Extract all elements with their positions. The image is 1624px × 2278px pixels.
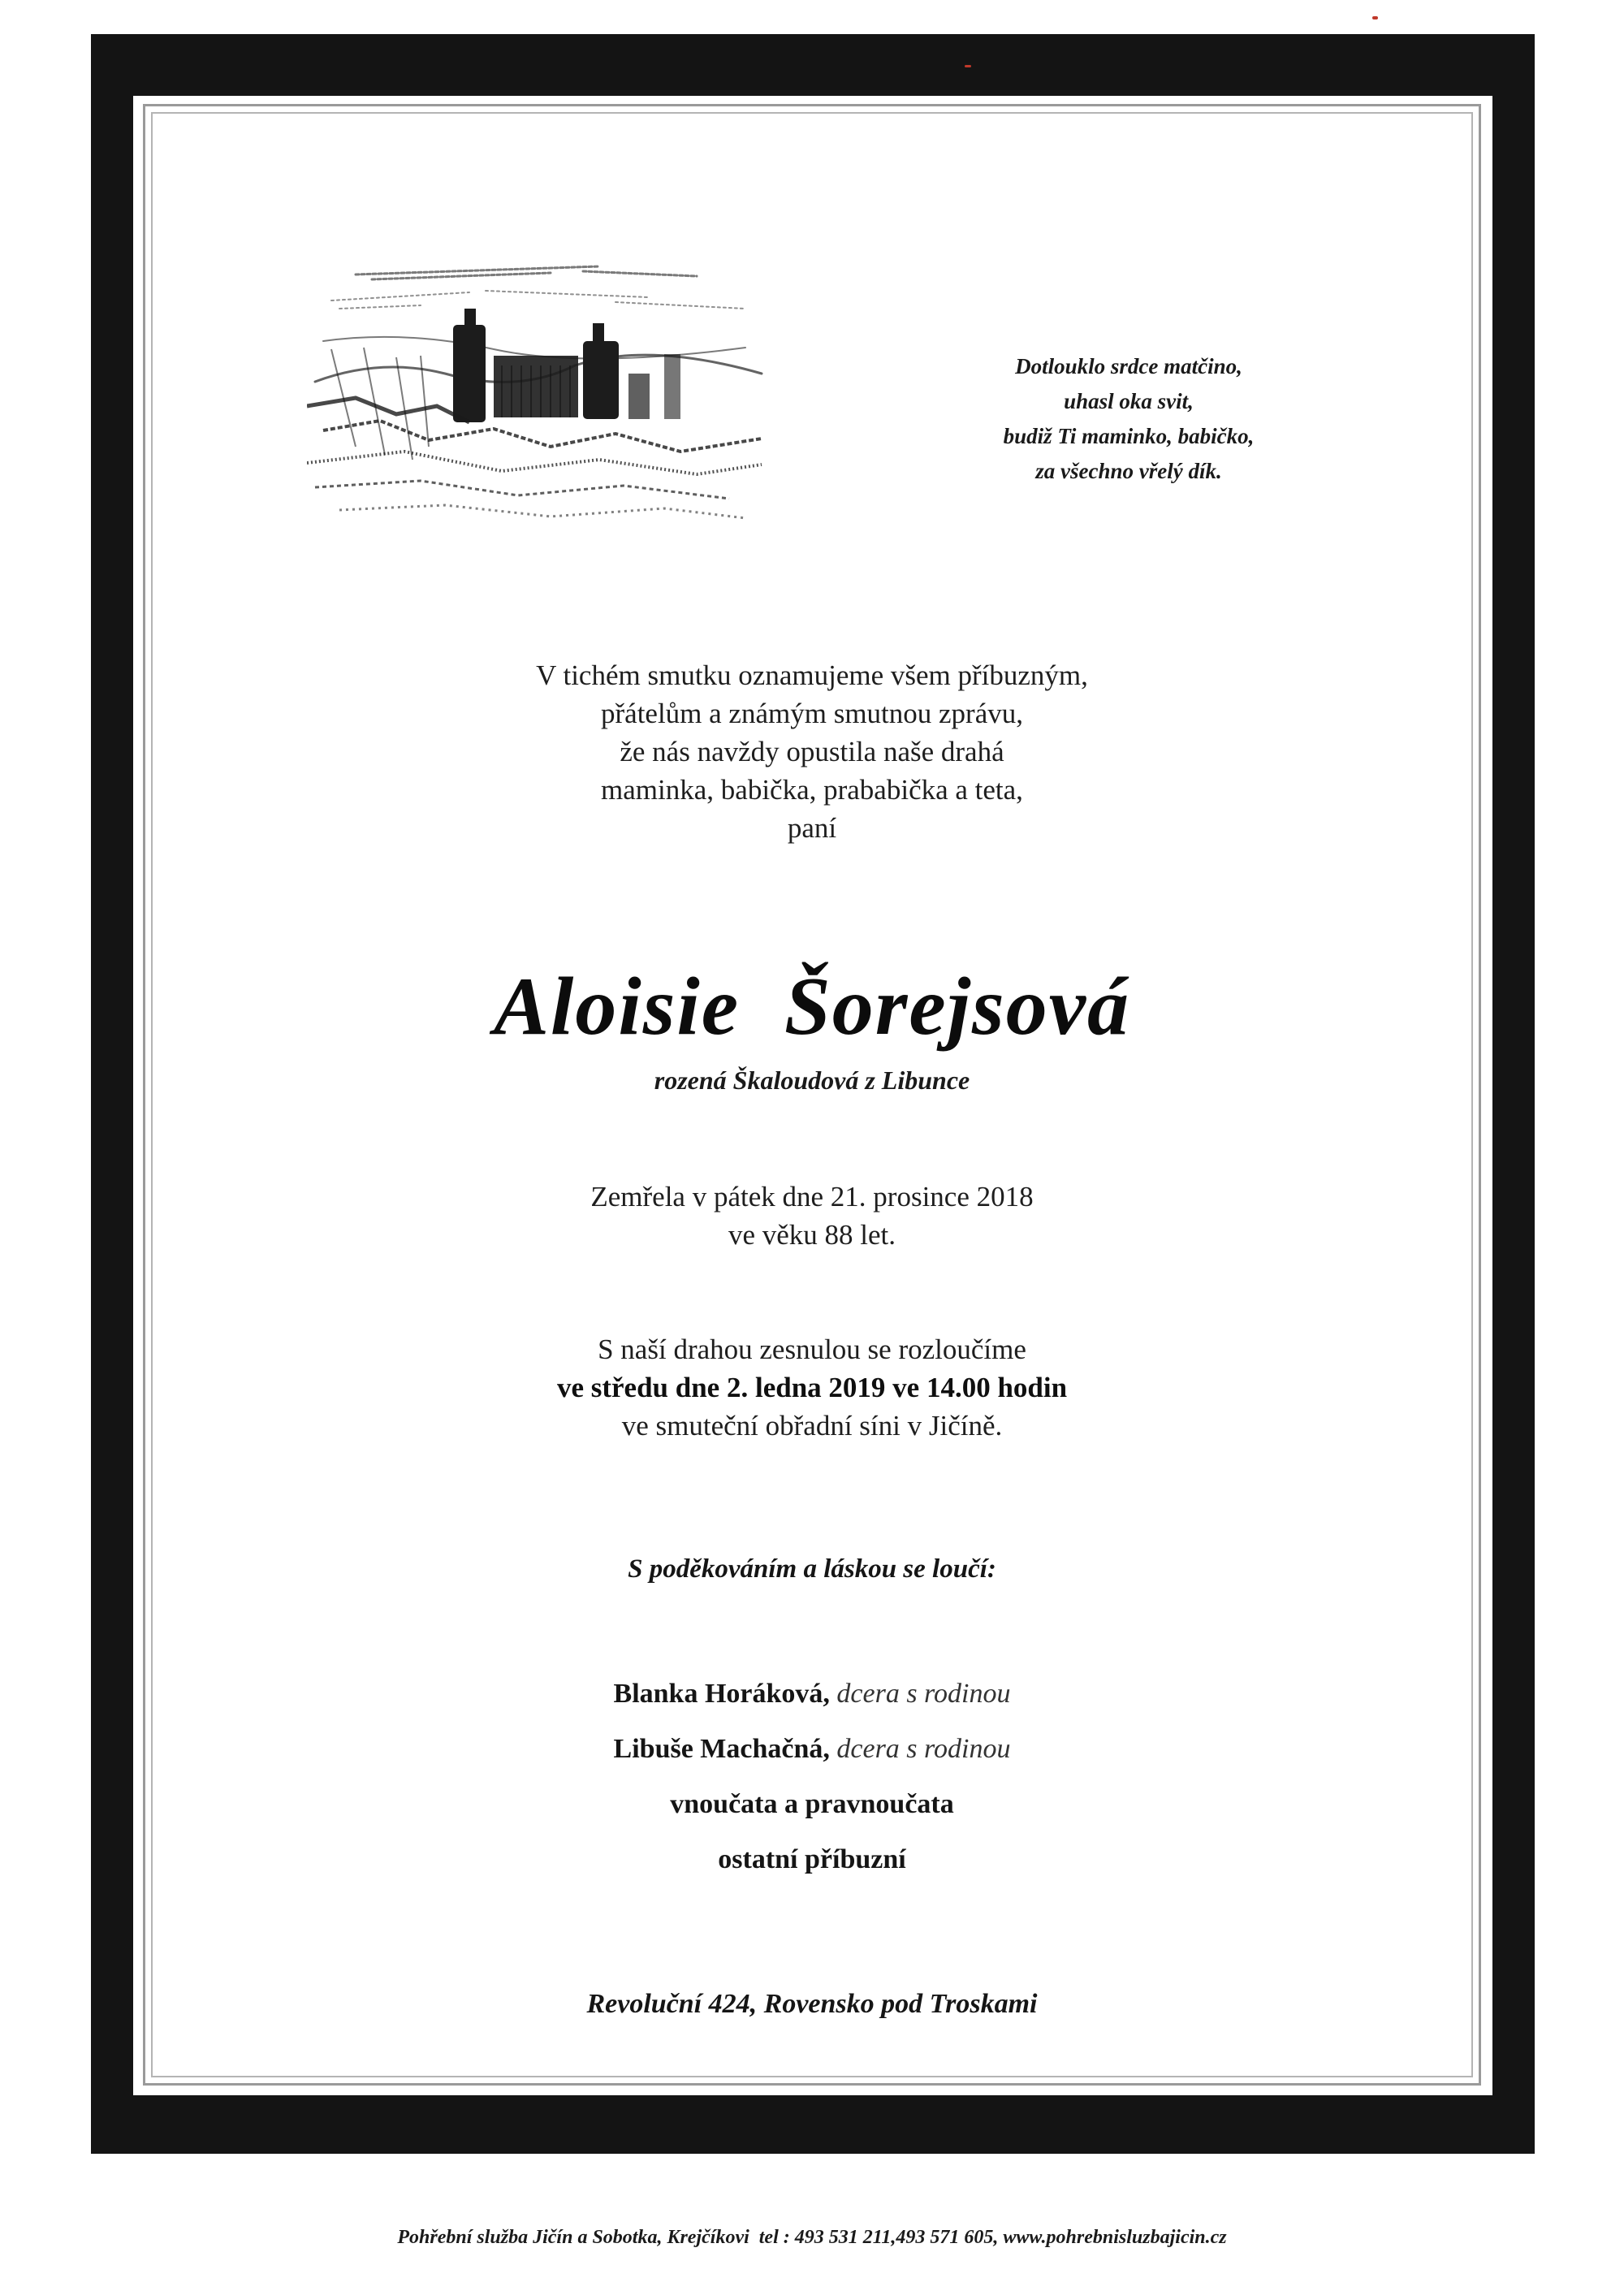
announcement-line: přátelům a známým smutnou zprávu, xyxy=(601,698,1023,729)
mourner-item xyxy=(0,1832,1624,1887)
announcement-line: V tichém smutku oznamujeme všem příbuzným, xyxy=(536,659,1088,691)
funeral-service-footer: Pohřební služba Jičín a Sobotka, Krejčíkovi tel : 493 531 211,493 571 605, www.pohrebnisluzbajicin.cz xyxy=(397,2227,1227,2248)
mourner-name: Blanka Horáková, xyxy=(613,1679,830,1709)
mourner-relation: dcera s rodinou xyxy=(836,1679,1011,1709)
family-address: Revoluční 424, Rovensko pod Troskami xyxy=(586,1989,1038,2019)
funeral-date-time: ve středu dne 2. ledna 2019 ve 14.00 hodin xyxy=(556,1372,1068,1403)
landscape-etching-image xyxy=(307,252,770,528)
scan-speck xyxy=(1372,16,1378,19)
deceased-name: Aloisie Šorejsová xyxy=(493,961,1131,1053)
mourner-name: Libuše Machačná, xyxy=(613,1734,830,1764)
announcement-line: paní xyxy=(787,812,837,844)
mourner-item xyxy=(0,1777,1624,1832)
age-at-death: ve věku 88 let. xyxy=(728,1219,896,1251)
maiden-name: rozená Škaloudová z Libunce xyxy=(654,1066,970,1095)
mourners-list xyxy=(0,1666,1624,1887)
farewell-heading: S poděkováním a láskou se loučí: xyxy=(628,1554,996,1584)
verse-line: budiž Ti maminko, babičko, xyxy=(1003,424,1255,448)
verse-line: za všechno vřelý dík. xyxy=(1035,459,1222,483)
funeral-details xyxy=(0,1330,1624,1445)
mourner-item xyxy=(0,1666,1624,1722)
funeral-intro: S naší drahou zesnulou se rozloučíme xyxy=(598,1334,1026,1365)
scan-speck xyxy=(965,65,971,67)
mourner-item xyxy=(0,1722,1624,1777)
mourner-relation: dcera s rodinou xyxy=(836,1734,1011,1764)
death-details xyxy=(0,1178,1624,1254)
verse-line: Dotlouklo srdce matčino, xyxy=(1015,354,1242,378)
announcement-line: že nás navždy opustila naše drahá xyxy=(620,736,1004,767)
verse-line: uhasl oka svit, xyxy=(1064,389,1194,413)
mourner-name: ostatní příbuzní xyxy=(718,1844,906,1874)
mourner-name: vnoučata a pravnoučata xyxy=(670,1789,954,1819)
memorial-verse xyxy=(926,349,1332,489)
funeral-venue: ve smuteční obřadní síni v Jičíně. xyxy=(621,1410,1003,1442)
announcement-text xyxy=(0,656,1624,847)
death-date: Zemřela v pátek dne 21. prosince 2018 xyxy=(590,1181,1034,1212)
announcement-line: maminka, babička, prababička a teta, xyxy=(601,774,1023,806)
